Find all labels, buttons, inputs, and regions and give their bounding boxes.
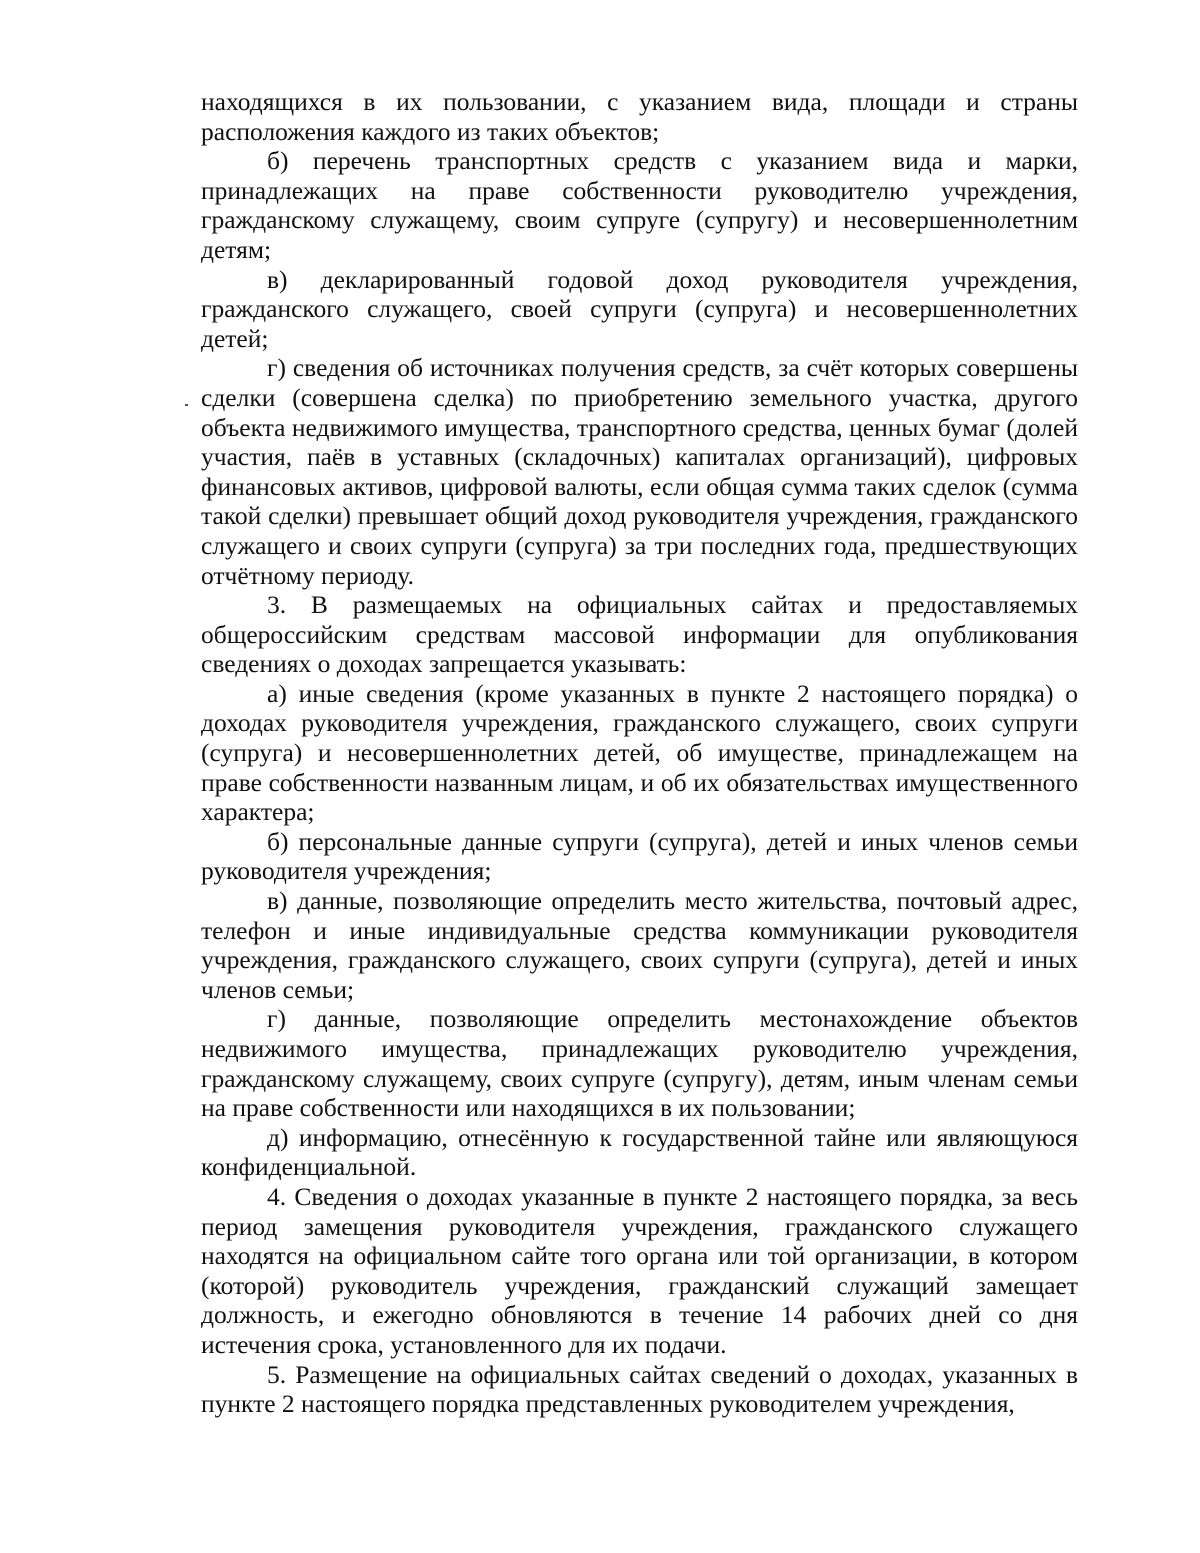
- document-body: [201, 87, 1078, 1419]
- paragraph-item-v-income: в) декларированный годовой доход руководителя учреждения, гражданского служащего, своей супруги (супруга) и несовершеннолетних детей;: [201, 264, 1078, 353]
- paragraph-item-g-location: г) данные, позволяющие определить местонахождение объектов недвижимого имущества, принадлежащих руководителю учреждения, гражданскому служащему, своих супруге (супругу), детям, иным членам семьи на праве собственности или находящихся в их пользовании;: [201, 1004, 1078, 1123]
- paragraph-section-3: 3. В размещаемых на официальных сайтах и предоставляемых общероссийским средствам массовой информации для опубликования сведениях о доходах запрещается указывать:: [201, 590, 1078, 679]
- scan-artifact: [185, 404, 188, 406]
- paragraph-continuation: находящихся в их пользовании, с указанием вида, площади и страны расположения каждого из таких объектов;: [201, 87, 1078, 146]
- paragraph-item-a-other-info: а) иные сведения (кроме указанных в пункте 2 настоящего порядка) о доходах руководителя учреждения, гражданского служащего, своих супруги (супруга) и несовершеннолетних детей, об имуществе, принадлежащем на праве собственности названным лицам, и об их обязательствах имущественного характера;: [201, 678, 1078, 827]
- paragraph-item-b-personal-data: б) персональные данные супруги (супруга), детей и иных членов семьи руководителя учреждения;: [201, 826, 1078, 886]
- paragraph-section-4: 4. Сведения о доходах указанные в пункте 2 настоящего порядка, за весь период замещения руководителя учреждения, гражданского служащего находятся на официальном сайте того органа или той организации, в котором (которой) руководитель учреждения, гражданский служащий замещает должность, и ежегодно обновляются в течение 14 рабочих дней со дня истечения срока, установленного для их подачи.: [201, 1181, 1078, 1359]
- paragraph-item-d-secret: д) информацию, отнесённую к государственной тайне или являющуюся конфиденциальной.: [201, 1122, 1078, 1182]
- paragraph-item-g-sources: г) сведения об источниках получения средств, за счёт которых совершены сделки (совершена сделка) по приобретению земельного участка, другого объекта недвижимого имущества, транспортного средства, ценных бумаг (долей участия, паёв в уставных (складочных) капиталах организаций), цифровых финансовых активов, цифровой валюты, если общая сумма таких сделок (сумма такой сделки) превышает общий доход руководителя учреждения, гражданского служащего и своих супруги (супруга) за три последних года, предшествующих отчётному периоду.: [201, 353, 1078, 590]
- paragraph-item-v-residence: в) данные, позволяющие определить место жительства, почтовый адрес, телефон и иные индивидуальные средства коммуникации руководителя учреждения, гражданского служащего, своих супруги (супруга), детей и иных членов семьи;: [201, 886, 1078, 1004]
- paragraph-section-5: 5. Размещение на официальных сайтах сведений о доходах, указанных в пункте 2 настоящего порядка представленных руководителем учреждения,: [201, 1359, 1078, 1419]
- paragraph-item-b-vehicles: б) перечень транспортных средств с указанием вида и марки, принадлежащих на праве собственности руководителю учреждения, гражданскому служащему, своим супруге (супругу) и несовершеннолетним детям;: [201, 146, 1078, 264]
